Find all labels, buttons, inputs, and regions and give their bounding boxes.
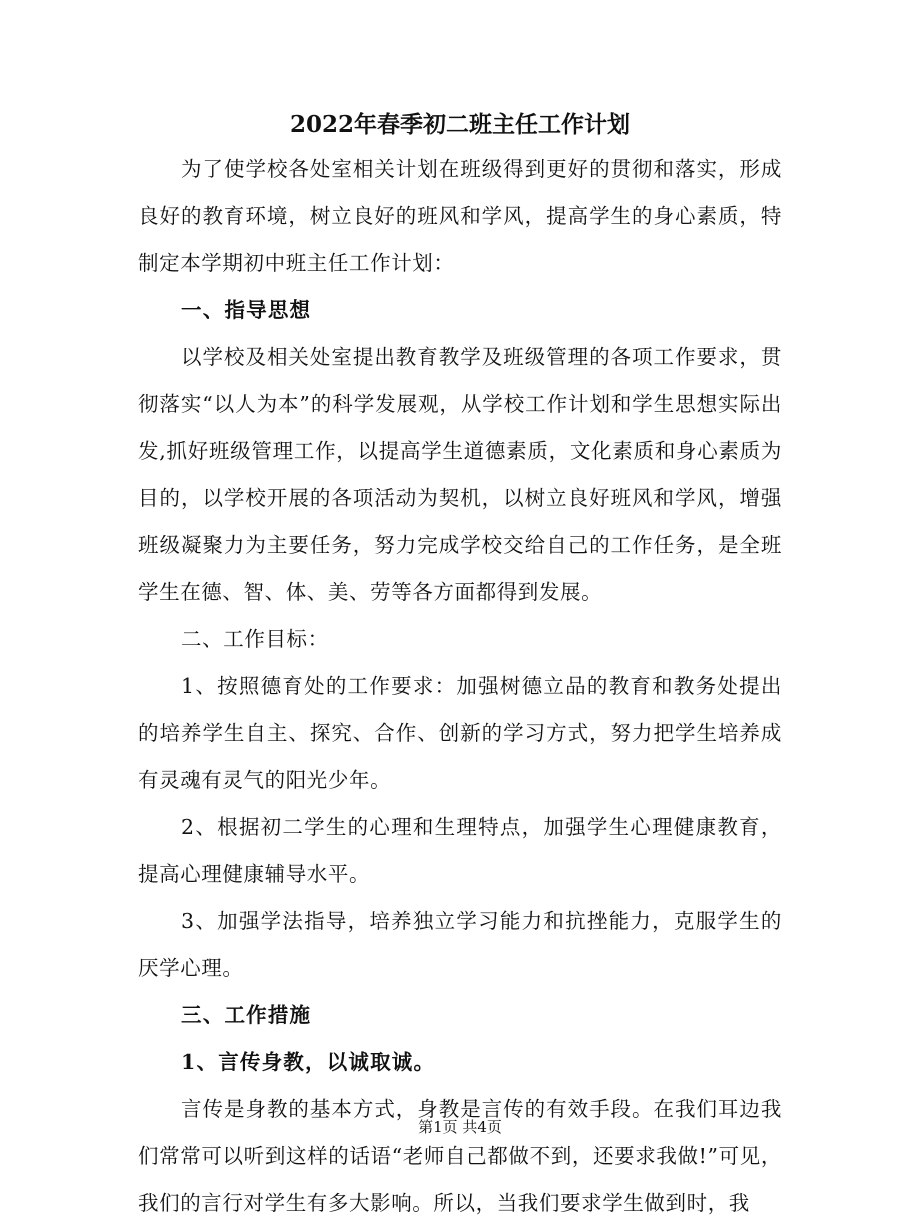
- paragraph-goal-1: 1、按照德育处的工作要求：加强树德立品的教育和教务处提出的培养学生自主、探究、合作、创新的学习方式，努力把学生培养成有灵魂有灵气的阳光少年。: [138, 674, 782, 792]
- paragraph-intro: 为了使学校各处室相关计划在班级得到更好的贯彻和落实，形成良好的教育环境，树立良好的班风和学风，提高学生的身心素质，特制定本学期初中班主任工作计划：: [138, 157, 782, 275]
- paragraph-goal-2: 2、根据初二学生的心理和生理特点，加强学生心理健康教育，提高心理健康辅导水平。: [138, 815, 782, 886]
- paragraph-measure-1: 言传是身教的基本方式，身教是言传的有效手段。在我们耳边我们常常可以听到这样的话语“老师自己都做不到，还要求我做!”可见，我们的言行对学生有多大影响。所以，当我们要求学生做到时，我: [138, 1097, 782, 1215]
- section-heading-work-goals: 二、工作目标：: [181, 627, 329, 651]
- page-number-footer: 第1页 共4页: [418, 1118, 502, 1136]
- section-heading-work-measures: 三、工作措施: [181, 1003, 312, 1027]
- paragraph-goal-3: 3、加强学法指导，培养独立学习能力和抗挫能力，克服学生的厌学心理。: [138, 909, 782, 980]
- subheading-measure-1: 1、言传身教，以诚取诚。: [181, 1050, 436, 1074]
- paragraph-guiding-thought: 以学校及相关处室提出教育教学及班级管理的各项工作要求，贯彻落实“以人为本”的科学发展观，从学校工作计划和学生思想实际出发,抓好班级管理工作，以提高学生道德素质，文化素质和身心素质为目的，以学校开展的各项活动为契机，以树立良好班风和学风，增强班级凝聚力为主要任务，努力完成学校交给自己的工作任务，是全班学生在德、智、体、美、劳等各方面都得到发展。: [138, 345, 782, 604]
- document-body: [138, 146, 782, 1227]
- document-title: 2022年春季初二班主任工作计划: [289, 111, 630, 138]
- section-heading-guiding-thought: 一、指导思想: [181, 298, 312, 322]
